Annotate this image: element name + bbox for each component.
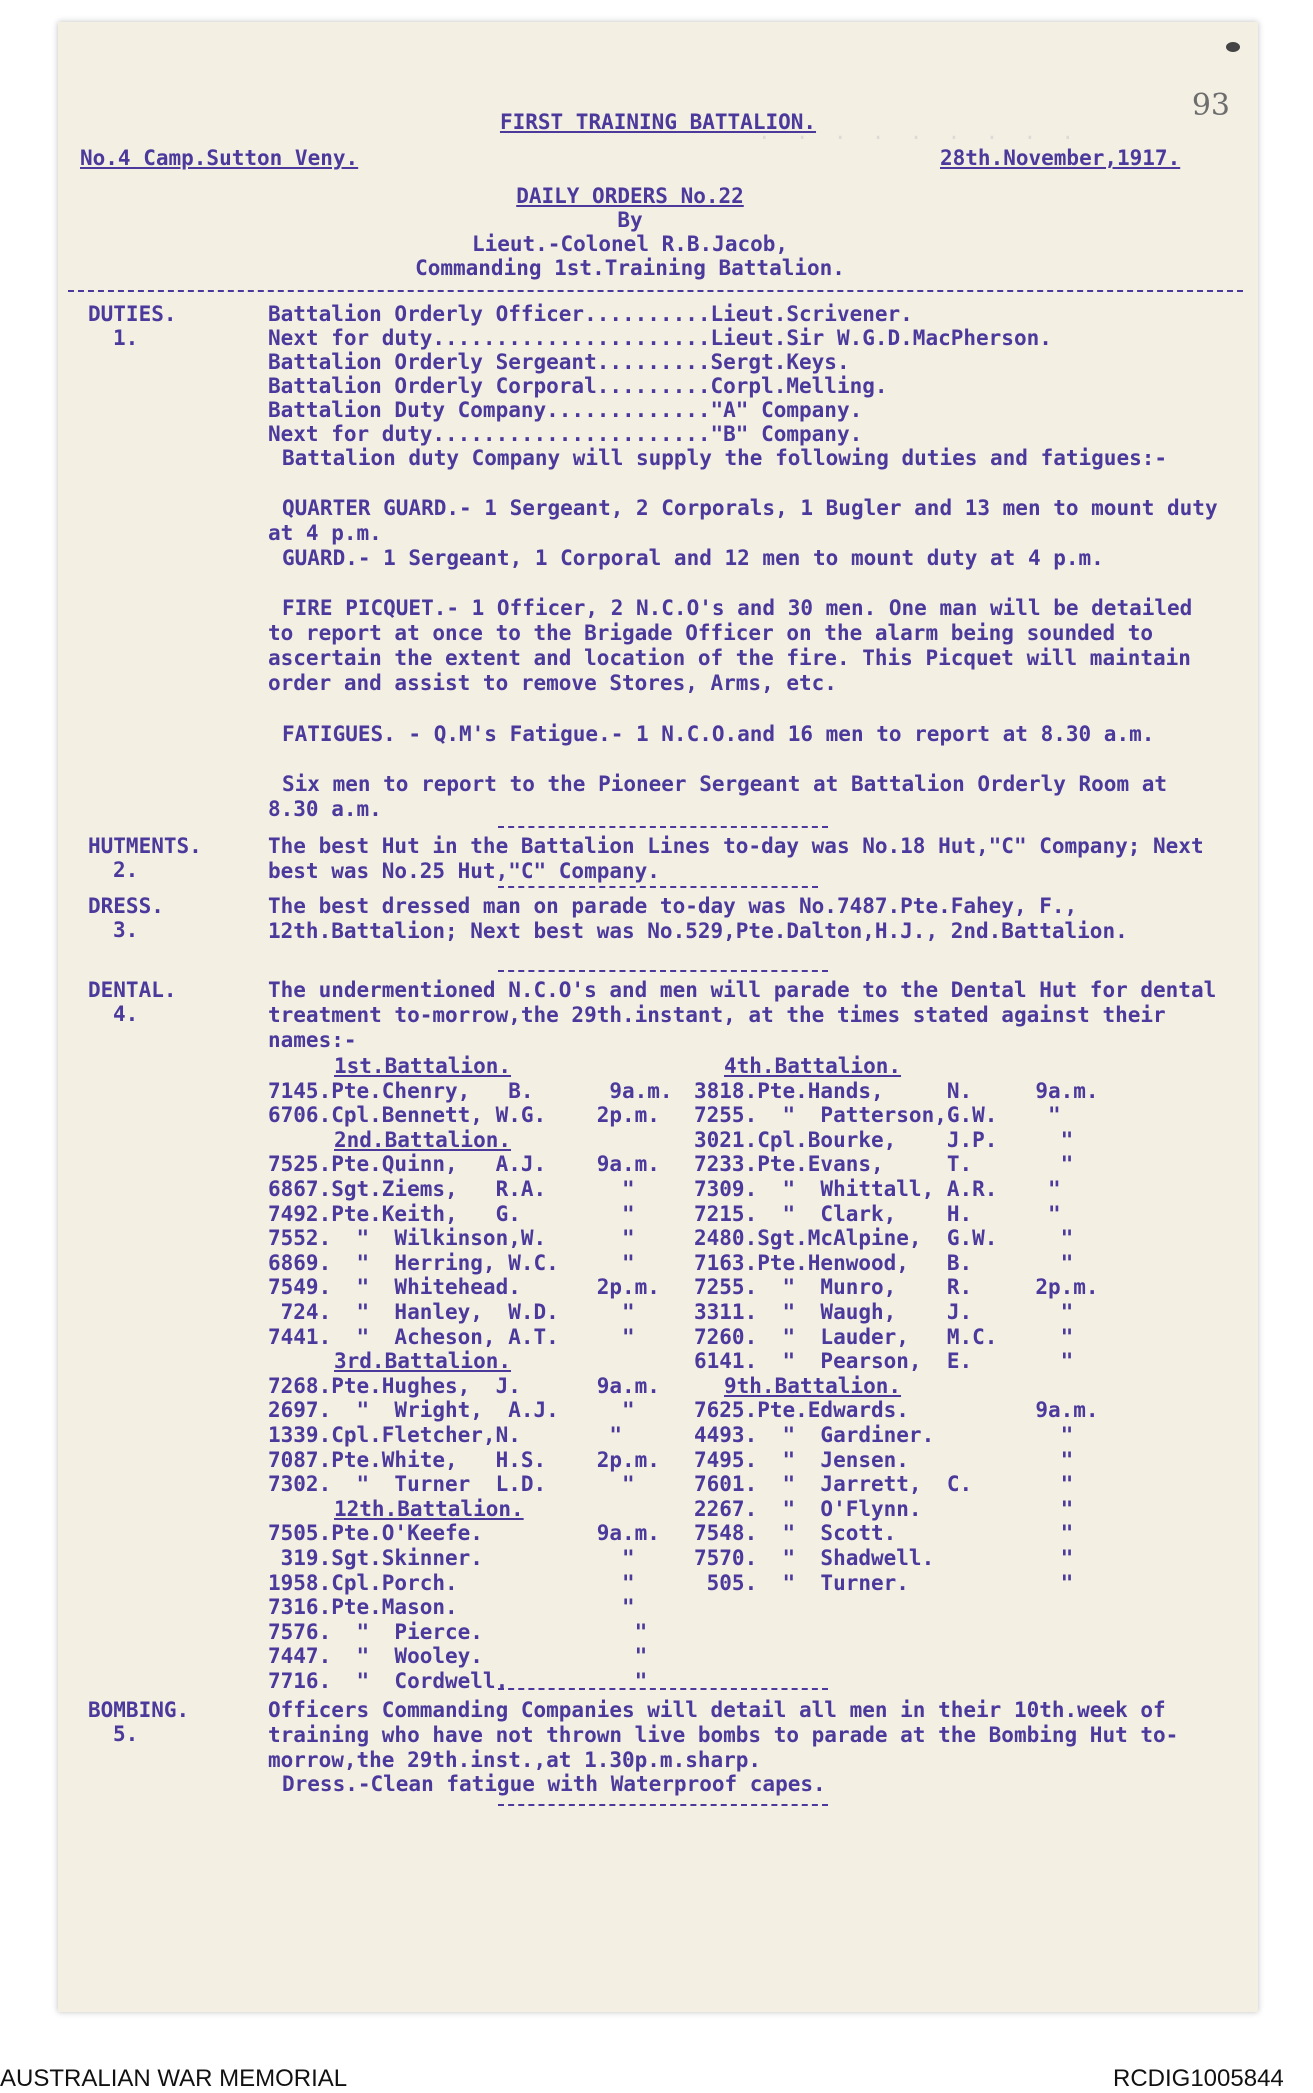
right-battalion-heading: 9th.Battalion. [724,1373,902,1398]
left-roster-row: 7505.Pte.O'Keefe. 9a.m. [268,1521,660,1546]
duties-heading: DUTIES. [88,302,177,326]
left-roster-row: 7549. " Whitehead. 2p.m. [268,1275,660,1300]
right-roster-row: 6141. " Pearson, E. " [694,1349,1074,1374]
unit-title: FIRST TRAINING BATTALION. [499,110,817,134]
dress-rule [498,970,828,972]
bombing-rule [498,1804,828,1806]
duty-roster-4: Battalion Orderly Corporal.........Corpl.Melling. [268,374,888,398]
right-roster-row: 7309. " Whittall, A.R. " [694,1177,1061,1201]
bombing-number: 5. [113,1722,139,1746]
duties-rule [498,826,828,828]
fire-picquet-text: FIRE PICQUET.- 1 Officer, 2 N.C.O's and 30 men. One man will be detailed to report at once to the Brigade Officer on the alarm being sounded to ascertain the extent and location of the fire. This Picquet will maintain order and assist to remove Stores, Arms, etc. [268,596,1205,695]
left-roster-row: 1339.Cpl.Fletcher,N. " [268,1423,623,1447]
bombing-dress: Dress.-Clean fatigue with Waterproof capes. [282,1772,826,1796]
right-battalion-heading: 4th.Battalion. [724,1054,902,1078]
bleed-through-text: . . . . . . . . . [758,120,1075,144]
right-roster-row: 7570. " Shadwell. " [694,1546,1074,1570]
header-rule [68,290,1243,292]
dress-text: The best dressed man on parade to-day was No.7487.Pte.Fahey, F., 12th.Battalion; Next best was No.529,Pte.Dalton,H.J., 2nd.Battalion. [268,894,1128,943]
left-roster-row: 319.Sgt.Skinner. " [268,1546,635,1570]
duty-roster-6: Next for duty......................"B" Company. [268,422,863,446]
left-roster-row: 7552. " Wilkinson,W. " [268,1226,635,1251]
right-roster-row: 2267. " O'Flynn. " [694,1496,1074,1521]
order-date: 28th.November,1917. [940,146,1181,170]
left-battalion-heading: 2nd.Battalion. [334,1127,512,1152]
left-roster-row: 2697. " Wright, A.J. " [268,1398,635,1423]
right-roster-row: 2480.Sgt.McAlpine, G.W. " [694,1226,1074,1251]
duties-number: 1. [113,326,139,350]
left-roster-row: 7316.Pte.Mason. " [268,1595,635,1620]
hutments-text: The best Hut in the Battalion Lines to-day was No.18 Hut,"C" Company; Next best was No.25 Hut,"C" Company. [268,834,1217,883]
orders-title: DAILY ORDERS No.22 [516,184,744,208]
page-number: 93 [1191,88,1230,123]
left-battalion-heading: 1st.Battalion. [334,1054,512,1078]
hutments-rule [498,886,818,888]
left-roster-row: 7268.Pte.Hughes, J. 9a.m. [268,1373,660,1398]
right-roster-row: 7601. " Jarrett, C. " [694,1472,1074,1497]
dental-rule [498,1688,828,1690]
hutments-number: 2. [113,858,139,882]
duty-roster-3: Battalion Orderly Sergeant.........Sergt.Keys. [268,350,850,374]
right-roster-row: 7233.Pte.Evans, T. " [694,1152,1074,1177]
right-roster-row: 3818.Pte.Hands, N. 9a.m. [694,1078,1099,1103]
left-roster-row: 7447. " Wooley. " [268,1644,648,1669]
bombing-text: Officers Commanding Companies will detail all men in their 10th.week of training who have not thrown live bombs to parade at the Bombing Hut to-morrow,the 29th.inst.,at 1.30p.m.sharp. [268,1698,1179,1772]
left-roster-row: 7441. " Acheson, A.T. " [268,1324,635,1349]
left-roster-row: 7525.Pte.Quinn, A.J. 9a.m. [268,1152,660,1177]
left-roster-row: 7716. " Cordwell. " [268,1669,648,1693]
right-roster-row: 3021.Cpl.Bourke, J.P. " [694,1127,1074,1152]
right-roster-row: 7260. " Lauder, M.C. " [694,1324,1074,1349]
right-roster-row: 7215. " Clark, H. " [694,1201,1061,1226]
right-roster-row: 7163.Pte.Henwood, B. " [694,1250,1074,1275]
left-roster-row: 1958.Cpl.Porch. " [268,1570,635,1595]
issued-by: Lieut.-Colonel R.B.Jacob, [471,232,789,256]
issued-by-role: Commanding 1st.Training Battalion. [415,256,845,280]
dress-heading: DRESS. [88,894,164,918]
right-roster-row: 7548. " Scott. " [694,1521,1074,1546]
right-roster-row: 7255. " Munro, R. 2p.m. [694,1275,1099,1300]
left-roster-row: 7302. " Turner L.D. " [268,1472,635,1497]
left-roster-row: 7576. " Pierce. " [268,1619,648,1644]
left-roster-row: 724. " Hanley, W.D. " [268,1300,635,1324]
dress-number: 3. [113,918,139,942]
quarter-guard-text: QUARTER GUARD.- 1 Sergeant, 2 Corporals, 1 Bugler and 13 men to mount duty at 4 p.m. [268,496,1231,545]
left-roster-row: 7145.Pte.Chenry, B. 9a.m. [268,1078,673,1103]
footer-right: RCDIG1005844 [1113,2065,1284,2092]
right-roster-row: 505. " Turner. " [694,1570,1074,1595]
hutments-heading: HUTMENTS. [88,834,202,858]
pioneer-text: Six men to report to the Pioneer Sergeant at Battalion Orderly Room at 8.30 a.m. [268,772,1180,821]
fatigues-text: FATIGUES. - Q.M's Fatigue.- 1 N.C.O.and 16 men to report at 8.30 a.m. [282,722,1155,746]
camp-location: No.4 Camp.Sutton Veny. [80,146,359,170]
duty-roster-5: Battalion Duty Company............."A" Company. [268,398,863,422]
dental-number: 4. [113,1002,139,1026]
duties-intro: Battalion duty Company will supply the following duties and fatigues:- [282,446,1168,470]
right-roster-row: 7495. " Jensen. " [694,1447,1074,1472]
dental-heading: DENTAL. [88,978,177,1002]
right-roster-row: 4493. " Gardiner. " [694,1423,1074,1447]
duty-roster-1: Battalion Orderly Officer..........Lieut.Scrivener. [268,302,913,326]
dental-text: The undermentioned N.C.O's and men will parade to the Dental Hut for dental treatment to-morrow,the 29th.instant, at the times stated against their names:- [268,978,1229,1052]
guard-text: GUARD.- 1 Sergeant, 1 Corporal and 12 men to mount duty at 4 p.m. [282,546,1104,570]
bombing-heading: BOMBING. [88,1698,190,1722]
right-roster-row: 7625.Pte.Edwards. 9a.m. [694,1398,1099,1423]
right-roster-row: 7255. " Patterson,G.W. " [694,1103,1061,1128]
footer-left: AUSTRALIAN WAR MEMORIAL [0,2065,348,2092]
left-roster-row: 6869. " Herring, W.C. " [268,1250,635,1275]
orders-by: By [617,208,643,232]
document-page [0,22,1284,2092]
duty-roster-2: Next for duty......................Lieut.Sir W.G.D.MacPherson. [268,326,1052,350]
left-battalion-heading: 3rd.Battalion. [334,1349,512,1374]
left-roster-row: 7492.Pte.Keith, G. " [268,1201,635,1226]
left-roster-row: 6867.Sgt.Ziems, R.A. " [268,1177,635,1201]
left-roster-row: 6706.Cpl.Bennett, W.G. 2p.m. [268,1103,660,1128]
right-roster-row: 3311. " Waugh, J. " [694,1300,1074,1324]
left-battalion-heading: 12th.Battalion. [334,1496,524,1521]
left-roster-row: 7087.Pte.White, H.S. 2p.m. [268,1447,660,1472]
daily-orders [58,22,1258,2012]
